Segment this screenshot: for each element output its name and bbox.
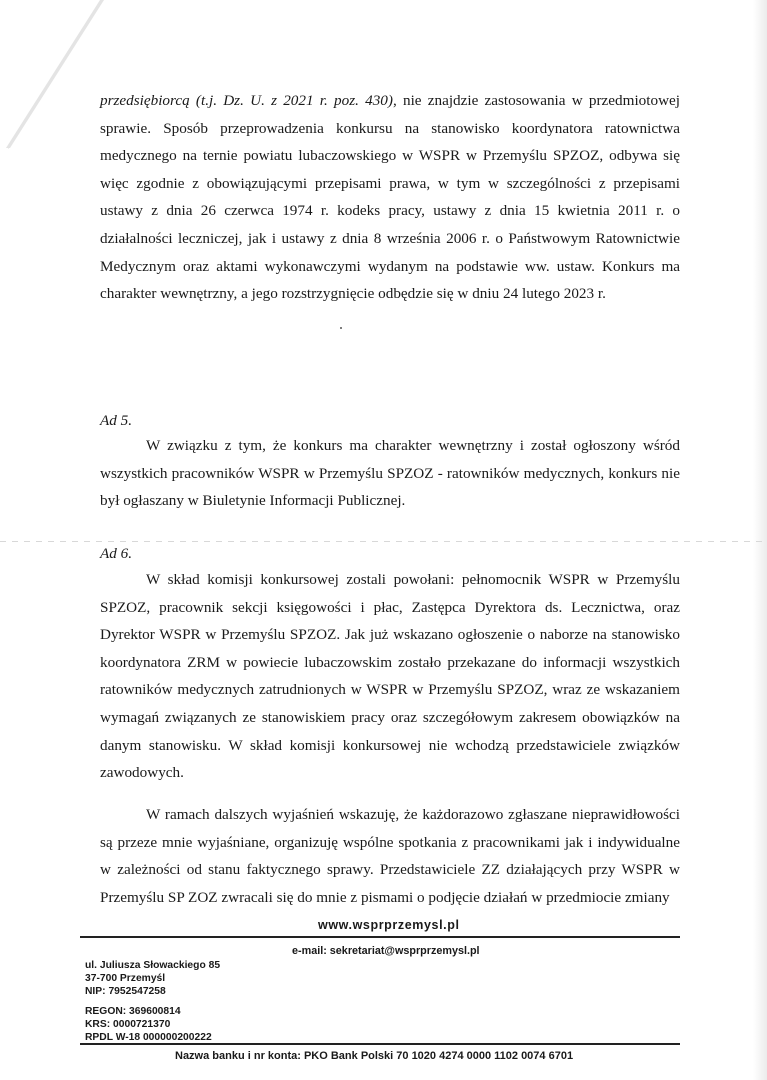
scan-edge-shadow [753,0,767,1080]
paragraph-ad6: W skład komisji konkursowej zostali powołani: pełnomocnik WSPR w Przemyślu SPZOZ, pracownik sekcji księgowości i płac, Zastępca Dyrektora ds. Lecznictwa, oraz Dyrektor WSPR w Przemyślu SPZOZ. Jak już wskazano ogłoszenie o naborze na stanowisko koordynatora ZRM w powiecie lubaczowskim zostało przekazane do informacji wszystkich ratowników medycznych zatrudnionych w WSPR w Przemyślu SPZOZ, wraz ze wskazaniem wymagań związanych ze stanowiskiem pracy oraz szczegółowym zakresem obowiązków na danym stanowisku. W skład komisji konkursowej nie wchodzą przedstawiciele związków zawodowych. [100,571,680,782]
folded-corner-shape [0,0,110,160]
paragraph-ad5: W związku z tym, że konkurs ma charakter wewnętrzny i został ogłoszony wśród wszystkich pracowników WSPR w Przemyślu SPZOZ - ratowników medycznych, konkurs nie był ogłaszany w Biuletynie Informacji Publicznej. [100,437,680,510]
paragraph-legal-basis [100,87,680,308]
section-heading-ad6: Ad 6. [100,545,133,562]
footer-email: e-mail: sekretariat@wsprprzemysl.pl [292,945,480,957]
italic-citation: przedsiębiorcą (t.j. Dz. U. z 2021 r. poz. 430) [100,92,393,109]
footer-rule-top [80,936,680,938]
footer-registry [85,1005,212,1045]
footer-nip: NIP: 7952547258 [85,986,166,998]
footer-city: 37-700 Przemyśl [85,973,166,985]
footer-rpdl: RPDL W-18 000000200222 [85,1032,212,1044]
paragraph-further-explanations: W ramach dalszych wyjaśnień wskazuję, że każdorazowo zgłaszane nieprawidłowości są przeze mnie wyjaśniane, organizuję wspólne spotkania z pracownikami jak i indywidualne w zależności od stanu faktycznego sprawy. Przedstawiciele ZZ działających przy WSPR w Przemyślu SP ZOZ zwracali się do mnie z pismami o podjęcie działań w przedmiocie zmiany [100,806,680,906]
footer-street: ul. Juliusza Słowackiego 85 [85,960,221,971]
footer-bank-account: Nazwa banku i nr konta: PKO Bank Polski 70 1020 4274 0000 1102 0074 6701 [175,1050,574,1062]
footer-rule-bottom [80,1043,680,1045]
footer-website: www.wsprprzemysl.pl [318,918,460,932]
section-heading-ad5: Ad 5. [100,412,133,429]
scan-speck [340,327,342,329]
paragraph-legal-basis-text: , nie znajdzie zastosowania w przedmiotowej sprawie. Sposób przeprowadzenia konkursu na stanowisko koordynatora ratownictwa medycznego na ternie powiatu lubaczowskiego w WSPR w Przemyślu SPZOZ, odbywa się więc zgodnie z obowiązującymi przepisami prawa, w tym w szczególności z przepisami ustawy z dnia 26 czerwca 1974 r. kodeks pracy, ustawy z dnia 15 kwietnia 2011 r. o działalności leczniczej, jak i ustawy z dnia 8 września 2006 r. o Państwowym Ratownictwie Medycznym oraz aktami wykonawczymi wydanym na podstawie ww. ustaw. Konkurs ma charakter wewnętrzny, a jego rozstrzygnięcie odbędzie się w dniu 24 lutego 2023 r. [100,92,680,303]
scan-artifact-line [0,541,767,542]
footer-address [85,959,220,999]
footer-krs: KRS: 0000721370 [85,1019,171,1031]
footer-regon: REGON: 369600814 [85,1006,181,1017]
